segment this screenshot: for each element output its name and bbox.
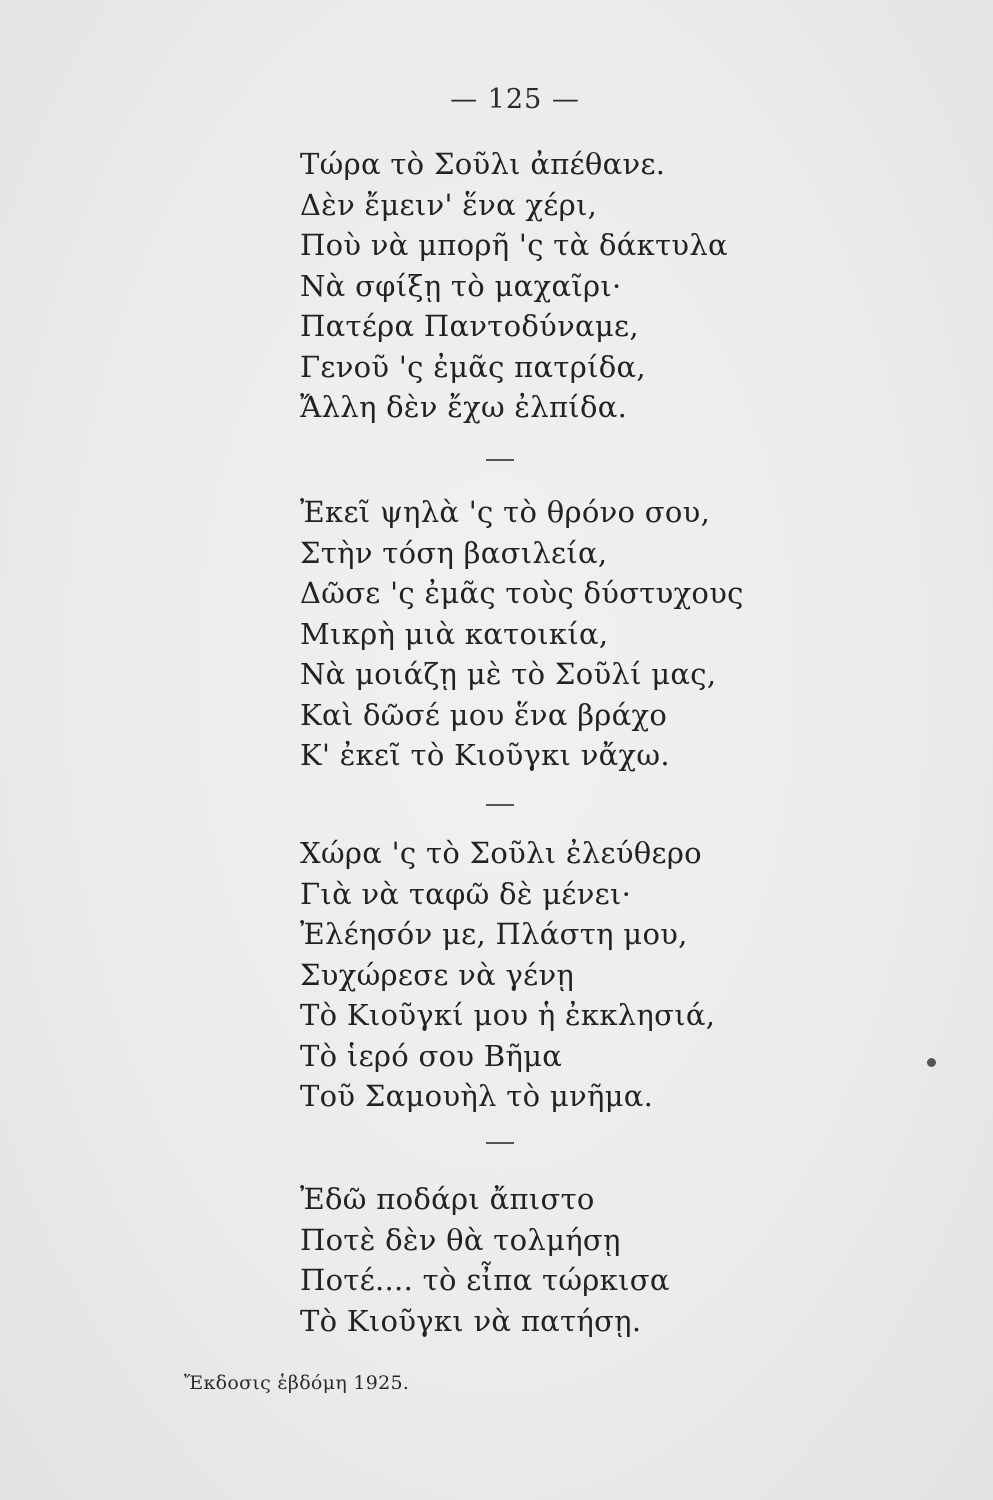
verse-line: Δὲν ἔμειν' ἕνα χέρι, bbox=[300, 187, 598, 222]
verse-line: Γενοῦ 'ς ἐμᾶς πατρίδα, bbox=[300, 349, 646, 384]
verse-line: Καὶ δῶσέ μου ἕνα βράχο bbox=[300, 697, 668, 732]
verse-line: Τοῦ Σαμουὴλ τὸ μνῆμα. bbox=[300, 1079, 654, 1113]
verse-line: Συχώρεσε νὰ γένῃ bbox=[300, 957, 575, 992]
verse-line: Τώρα τὸ Σοῦλι ἀπέθανε. bbox=[300, 147, 666, 181]
verse-line: Γιὰ νὰ ταφῶ δὲ μένει· bbox=[300, 876, 632, 911]
stanza-2 bbox=[300, 492, 744, 776]
verse-line: Νὰ σφίξῃ τὸ μαχαῖρι· bbox=[300, 268, 622, 303]
verse-line: Κ' ἐκεῖ τὸ Κιοῦγκι νἄχω. bbox=[300, 738, 670, 772]
stanza-divider bbox=[486, 1142, 514, 1144]
stanza-4 bbox=[300, 1179, 670, 1341]
page-number: — 125 — bbox=[450, 84, 580, 115]
stanza-3 bbox=[300, 833, 715, 1117]
verse-line: Στὴν τόση βασιλεία, bbox=[300, 535, 608, 570]
verse-line: Ποτὲ δὲν θὰ τολμήσῃ bbox=[300, 1222, 621, 1257]
verse-line: Χώρα 'ς τὸ Σοῦλι ἐλεύθερο bbox=[300, 836, 702, 870]
verse-line: Δῶσε 'ς ἐμᾶς τοὺς δύστυχους bbox=[300, 576, 744, 610]
verse-line: Τὸ Κιοῦγκί μου ἡ ἐκκλησιά, bbox=[300, 998, 716, 1032]
verse-line: Ἐδῶ ποδάρι ἄπιστο bbox=[300, 1182, 595, 1216]
verse-line: Νὰ μοιάζῃ μὲ τὸ Σοῦλί μας, bbox=[300, 657, 717, 691]
stanza-divider bbox=[486, 804, 514, 806]
verse-line: Ποτέ.... τὸ εἶπα τώρκισα bbox=[300, 1263, 670, 1297]
verse-line: Ποὺ νὰ μπορῆ 'ς τὰ δάκτυλα bbox=[300, 228, 728, 262]
verse-line: Ἐκεῖ ψηλὰ 'ς τὸ θρόνο σου, bbox=[300, 495, 711, 529]
verse-line: Ἐλέησόν με, Πλάστη μου, bbox=[300, 917, 688, 951]
verse-line: Μικρὴ μιὰ κατοικία, bbox=[300, 616, 609, 651]
verse-line: Πατέρα Παντοδύναμε, bbox=[300, 309, 639, 343]
verse-line: Τὸ Κιοῦγκι νὰ πατήσῃ. bbox=[300, 1303, 642, 1338]
verse-line: Ἄλλη δὲν ἔχω ἐλπίδα. bbox=[300, 390, 628, 424]
verse-line: Τὸ ἱερό σου Βῆμα bbox=[300, 1038, 563, 1073]
stanza-1 bbox=[300, 144, 728, 428]
edition-note: Ἔκδοσις ἑβδόμη 1925. bbox=[184, 1372, 410, 1394]
ink-speck bbox=[927, 1058, 936, 1067]
stanza-divider bbox=[486, 459, 514, 461]
